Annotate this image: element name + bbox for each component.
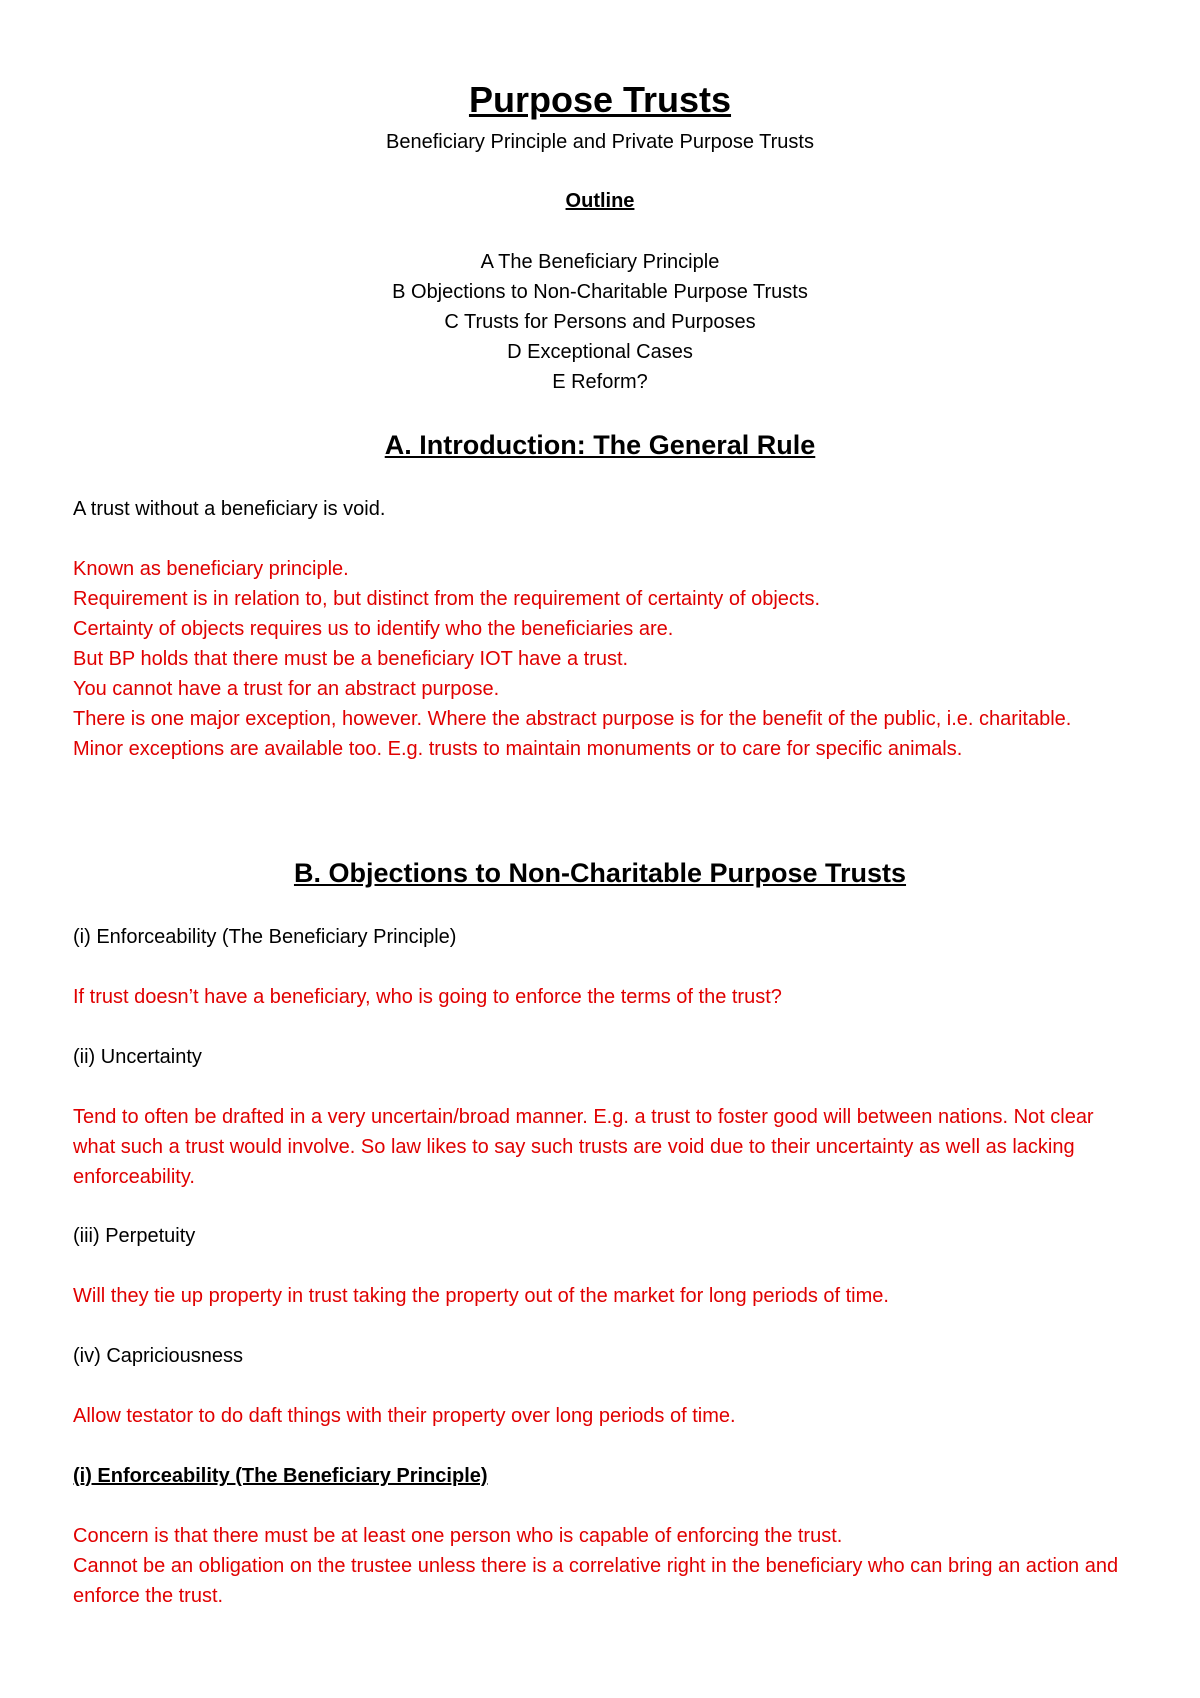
outline-item: A The Beneficiary Principle <box>480 251 720 273</box>
objection-label: (i) Enforceability (The Beneficiary Principle) <box>73 926 457 948</box>
objection-label: (iv) Capriciousness <box>73 1345 244 1367</box>
objection-label: (ii) Uncertainty <box>73 1046 202 1068</box>
objection-note: Allow testator to do daft things with their property over long periods of time. <box>73 1405 736 1427</box>
note-line: Concern is that there must be at least one person who is capable of enforcing the trust. <box>73 1525 843 1547</box>
objection-note: If trust doesn’t have a beneficiary, who is going to enforce the terms of the trust? <box>73 986 782 1008</box>
outline-item: B Objections to Non-Charitable Purpose Trusts <box>392 281 808 303</box>
section-a-heading: A. Introduction: The General Rule <box>384 430 816 460</box>
subsection-heading: (i) Enforceability (The Beneficiary Principle) <box>73 1465 488 1487</box>
objection-note: Will they tie up property in trust taking the property out of the market for long periods of time. <box>73 1285 889 1307</box>
note-line: Known as beneficiary principle. <box>73 558 349 580</box>
objection-note: Tend to often be drafted in a very uncertain/broad manner. E.g. a trust to foster good will between nations. Not clear what such a trust would involve. So law likes to say such trusts are void due to their uncertainty as well as lacking enforceability. <box>73 1106 1094 1188</box>
outline-heading: Outline <box>565 190 635 212</box>
note-line: There is one major exception, however. Where the abstract purpose is for the benefit of the public, i.e. charitable. <box>73 708 1072 730</box>
document-subtitle: Beneficiary Principle and Private Purpose Trusts <box>386 131 814 153</box>
outline-item: E Reform? <box>552 371 648 393</box>
note-line: Requirement is in relation to, but distinct from the requirement of certainty of objects. <box>73 588 821 610</box>
objection-label: (iii) Perpetuity <box>73 1225 196 1247</box>
note-line: Cannot be an obligation on the trustee unless there is a correlative right in the beneficiary who can bring an action and enforce the trust. <box>73 1555 1119 1607</box>
outline-list <box>0 247 1200 397</box>
note-line: But BP holds that there must be a beneficiary IOT have a trust. <box>73 648 629 670</box>
note-line: You cannot have a trust for an abstract purpose. <box>73 678 500 700</box>
subsection-notes <box>73 1521 1140 1611</box>
section-a-notes <box>73 554 1140 764</box>
section-b-heading: B. Objections to Non-Charitable Purpose Trusts <box>293 858 907 888</box>
outline-item: C Trusts for Persons and Purposes <box>444 311 756 333</box>
note-line: Minor exceptions are available too. E.g. trusts to maintain monuments or to care for specific animals. <box>73 738 963 760</box>
section-a-intro: A trust without a beneficiary is void. <box>73 498 386 520</box>
document-title: Purpose Trusts <box>468 79 732 120</box>
note-line: Certainty of objects requires us to identify who the beneficiaries are. <box>73 618 674 640</box>
outline-item: D Exceptional Cases <box>507 341 693 363</box>
